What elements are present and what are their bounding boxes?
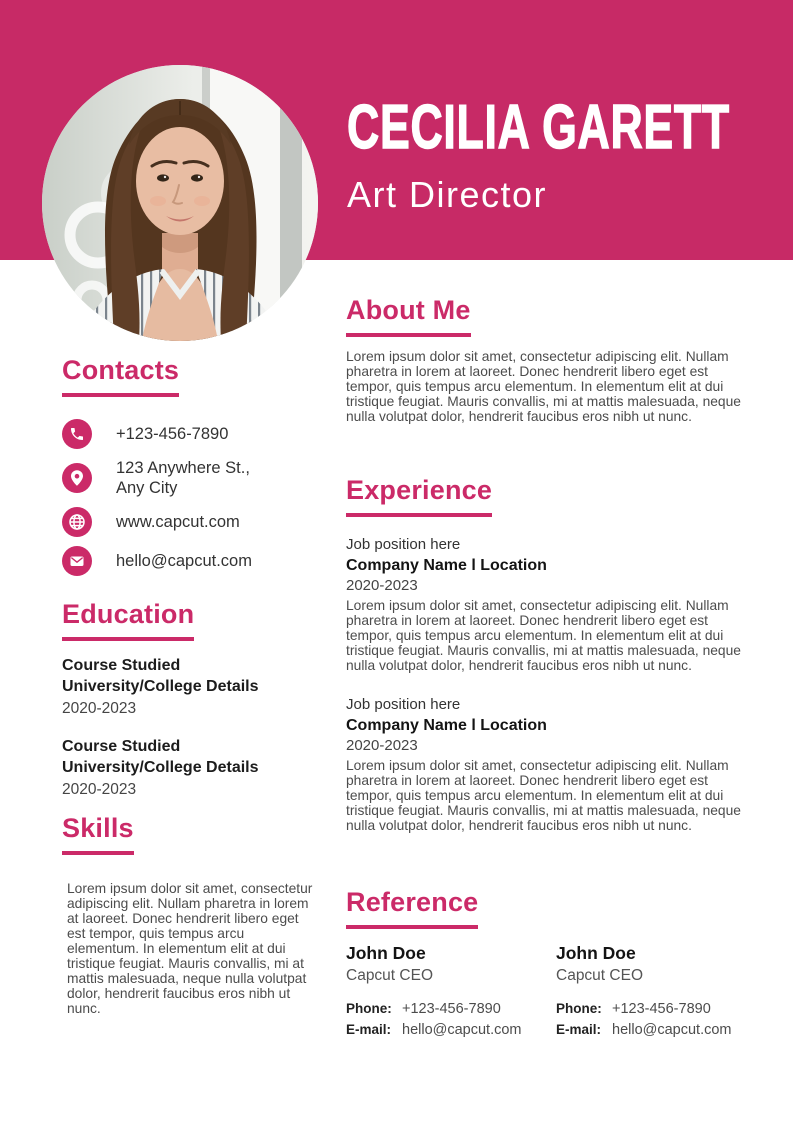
education-section bbox=[62, 598, 318, 800]
experience-heading: Experience bbox=[346, 474, 492, 517]
education-entry bbox=[62, 736, 318, 800]
contact-website-value: www.capcut.com bbox=[116, 513, 240, 531]
reference-phone-value: +123-456-7890 bbox=[612, 1001, 711, 1017]
contact-address-value bbox=[116, 458, 250, 498]
reference-phone-value: +123-456-7890 bbox=[402, 1001, 501, 1017]
contacts-heading: Contacts bbox=[62, 354, 179, 397]
reference-title: Capcut CEO bbox=[346, 967, 434, 984]
about-heading: About Me bbox=[346, 294, 471, 337]
reference-name: John Doe bbox=[346, 943, 426, 963]
reference-phone-row bbox=[346, 1001, 556, 1017]
experience-entry bbox=[346, 695, 754, 833]
education-years: 2020-2023 bbox=[62, 781, 137, 798]
experience-description: Lorem ipsum dolor sit amet, consectetur adipiscing elit. Nullam pharetra in lorem at laoreet. Donec hendrerit libero eget est tempor, quis tempus arcu elementum. In elementum elit at dui tristique feugiat. Mauris convallis, mi at mattis malesuada, neque nulla volutpat dolor, hendrerit faucibus eros nibh ut nunc. bbox=[346, 758, 741, 833]
skills-text: Lorem ipsum dolor sit amet, consectetur adipiscing elit. Nullam pharetra in lorem at laoreet. Donec hendrerit libero eget est tempor, quis tempus arcu elementum. In elementum elit at dui tristique feugiat. Mauris convallis, mi at mattis malesuada, neque nulla volutpat dolor, hendrerit faucibus eros nibh ut nunc. bbox=[67, 881, 313, 1016]
experience-company: Company Name l Location bbox=[346, 717, 547, 734]
reference-email-label: E-mail: bbox=[556, 1022, 602, 1037]
education-school: University/College Details bbox=[62, 678, 259, 695]
reference-email-row bbox=[346, 1022, 556, 1038]
globe-icon bbox=[62, 507, 92, 537]
reference-email-label: E-mail: bbox=[346, 1022, 392, 1037]
reference-heading: Reference bbox=[346, 886, 478, 929]
education-course: Course Studied bbox=[62, 657, 181, 674]
experience-position: Job position here bbox=[346, 696, 461, 713]
contact-row-website bbox=[62, 507, 318, 537]
skills-heading: Skills bbox=[62, 812, 134, 855]
phone-icon bbox=[62, 419, 92, 449]
contact-address-line2: Any City bbox=[116, 479, 178, 497]
experience-entry bbox=[346, 535, 754, 673]
education-years: 2020-2023 bbox=[62, 700, 137, 717]
reference-email-value: hello@capcut.com bbox=[402, 1022, 522, 1038]
skills-section bbox=[62, 812, 322, 1016]
location-icon bbox=[62, 463, 92, 493]
experience-company: Company Name l Location bbox=[346, 557, 547, 574]
contact-email-value: hello@capcut.com bbox=[116, 552, 252, 570]
reference-entry bbox=[346, 942, 556, 1038]
education-entry bbox=[62, 655, 318, 719]
contact-address-line1: 123 Anywhere St., bbox=[116, 459, 250, 477]
reference-phone-label: Phone: bbox=[346, 1001, 392, 1016]
contact-row-phone bbox=[62, 419, 318, 449]
reference-columns bbox=[346, 942, 776, 1038]
contact-row-address bbox=[62, 458, 318, 498]
contacts-list bbox=[62, 419, 318, 576]
reference-email-row bbox=[556, 1022, 766, 1038]
email-icon bbox=[62, 546, 92, 576]
person-job-title: Art Director bbox=[347, 174, 548, 215]
experience-years: 2020-2023 bbox=[346, 737, 418, 754]
contact-row-email bbox=[62, 546, 318, 576]
about-text: Lorem ipsum dolor sit amet, consectetur adipiscing elit. Nullam pharetra in lorem at laoreet. Donec hendrerit libero eget est tempor, quis tempus arcu elementum. In elementum elit at dui tristique feugiat. Mauris convallis, mi at mattis malesuada, neque nulla volutpat dolor, hendrerit faucibus eros nibh ut nunc. bbox=[346, 349, 741, 424]
contact-phone-value: +123-456-7890 bbox=[116, 425, 229, 443]
reference-title: Capcut CEO bbox=[556, 967, 644, 984]
reference-entry bbox=[556, 942, 766, 1038]
experience-section bbox=[346, 474, 754, 833]
reference-section bbox=[346, 886, 776, 1038]
education-course: Course Studied bbox=[62, 738, 181, 755]
profile-photo-illustration bbox=[42, 65, 318, 341]
experience-description: Lorem ipsum dolor sit amet, consectetur adipiscing elit. Nullam pharetra in lorem at laoreet. Donec hendrerit libero eget est tempor, quis tempus arcu elementum. In elementum elit at dui tristique feugiat. Mauris convallis, mi at mattis malesuada, neque nulla volutpat dolor, hendrerit faucibus eros nibh ut nunc. bbox=[346, 598, 741, 673]
reference-phone-label: Phone: bbox=[556, 1001, 602, 1016]
reference-phone-row bbox=[556, 1001, 766, 1017]
education-school: University/College Details bbox=[62, 759, 259, 776]
about-section bbox=[346, 294, 754, 424]
profile-photo bbox=[42, 65, 318, 341]
reference-email-value: hello@capcut.com bbox=[612, 1022, 732, 1038]
education-heading: Education bbox=[62, 598, 194, 641]
experience-position: Job position here bbox=[346, 536, 461, 553]
person-name: CECILIA GARETT bbox=[347, 93, 730, 162]
reference-name: John Doe bbox=[556, 943, 636, 963]
experience-years: 2020-2023 bbox=[346, 577, 418, 594]
contacts-section bbox=[62, 354, 318, 576]
